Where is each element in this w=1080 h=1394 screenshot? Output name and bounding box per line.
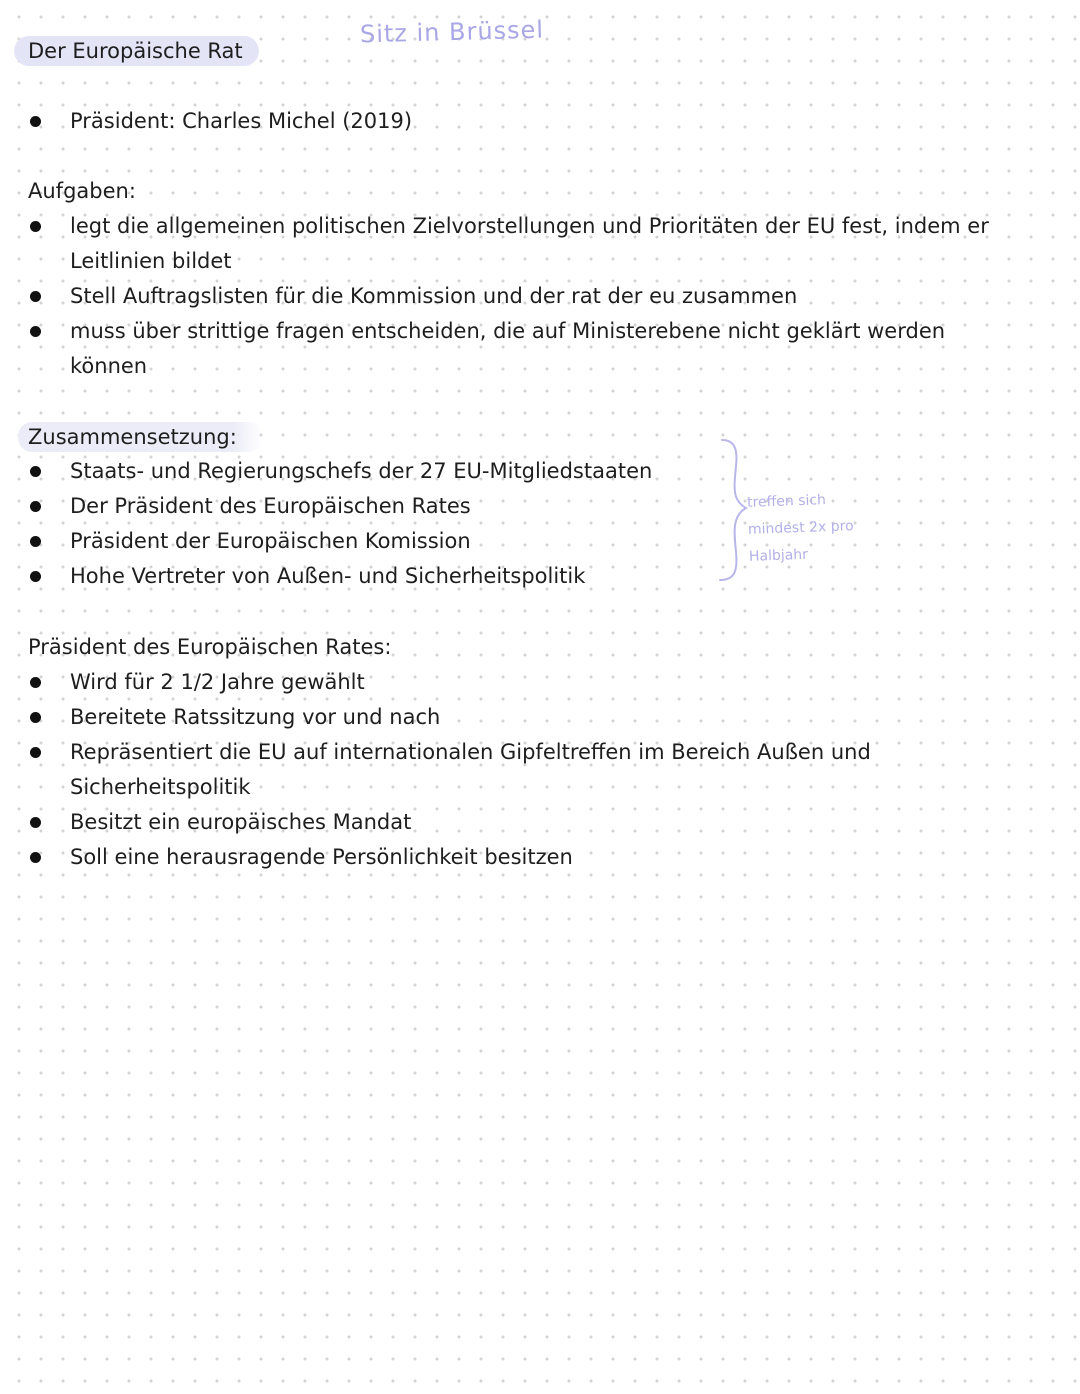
list-item xyxy=(28,209,1018,279)
president-section-list xyxy=(28,665,1018,875)
note-line: mindest 2x pro xyxy=(747,518,854,538)
tasks-heading: Aufgaben: xyxy=(28,179,136,203)
president-text: Präsident: Charles Michel (2019) xyxy=(70,109,413,133)
composition-text: Staats- und Regierungschefs der 27 EU-Mitgliedstaaten xyxy=(70,459,653,483)
list-item xyxy=(28,735,1018,805)
list-item xyxy=(28,454,718,489)
bullet-icon xyxy=(30,326,41,337)
bullet-icon xyxy=(30,677,41,688)
composition-text: Der Präsident des Europäischen Rates xyxy=(70,494,471,518)
list-item xyxy=(28,840,1018,875)
bullet-icon xyxy=(30,221,41,232)
bullet-icon xyxy=(30,536,41,547)
task-text: legt die allgemeinen politischen Zielvorstellungen und Prioritäten der EU fest, indem er Leitlinien bildet xyxy=(70,214,989,273)
list-item xyxy=(28,314,1018,384)
page-title: Der Europäische Rat xyxy=(14,36,259,66)
president-duty-text: Besitzt ein europäisches Mandat xyxy=(70,810,412,834)
bullet-icon xyxy=(30,116,41,127)
bullet-icon xyxy=(30,747,41,758)
task-text: Stell Auftragslisten für die Kommission und der rat der eu zusammen xyxy=(70,284,798,308)
list-item xyxy=(28,665,1018,700)
list-item xyxy=(28,559,718,594)
composition-list xyxy=(28,454,718,594)
composition-text: Hohe Vertreter von Außen- und Sicherheitspolitik xyxy=(70,564,586,588)
bullet-icon xyxy=(30,712,41,723)
list-item xyxy=(28,489,718,524)
composition-text: Präsident der Europäischen Komission xyxy=(70,529,471,553)
president-duty-text: Soll eine herausragende Persönlichkeit besitzen xyxy=(70,845,573,869)
president-duty-text: Repräsentiert die EU auf internationalen Gipfeltreffen im Bereich Außen und Sicherheitspolitik xyxy=(70,740,871,799)
list-item xyxy=(28,805,1018,840)
list-item xyxy=(28,524,718,559)
bullet-icon xyxy=(30,852,41,863)
list-item xyxy=(28,279,1018,314)
bullet-icon xyxy=(30,466,41,477)
president-duty-text: Bereitete Ratssitzung vor und nach xyxy=(70,705,441,729)
president-duty-text: Wird für 2 1/2 Jahre gewählt xyxy=(70,670,365,694)
curly-brace-icon xyxy=(716,436,750,584)
task-text: muss über strittige fragen entscheiden, die auf Ministerebene nicht geklärt werden können xyxy=(70,319,946,378)
bullet-icon xyxy=(30,501,41,512)
note-line: treffen sich xyxy=(746,492,827,511)
note-line: Halbjahr xyxy=(748,546,809,565)
bullet-icon xyxy=(30,817,41,828)
tasks-list xyxy=(28,209,1018,384)
list-item xyxy=(28,104,1018,139)
bullet-icon xyxy=(30,571,41,582)
president-list xyxy=(28,104,1018,139)
president-section-heading: Präsident des Europäischen Rates: xyxy=(28,635,392,659)
seat-handwritten-note: Sitz in Brüssel xyxy=(359,15,545,49)
bullet-icon xyxy=(30,291,41,302)
meeting-frequency-note xyxy=(747,486,855,571)
list-item xyxy=(28,700,1018,735)
composition-heading: Zusammensetzung: xyxy=(18,422,263,452)
